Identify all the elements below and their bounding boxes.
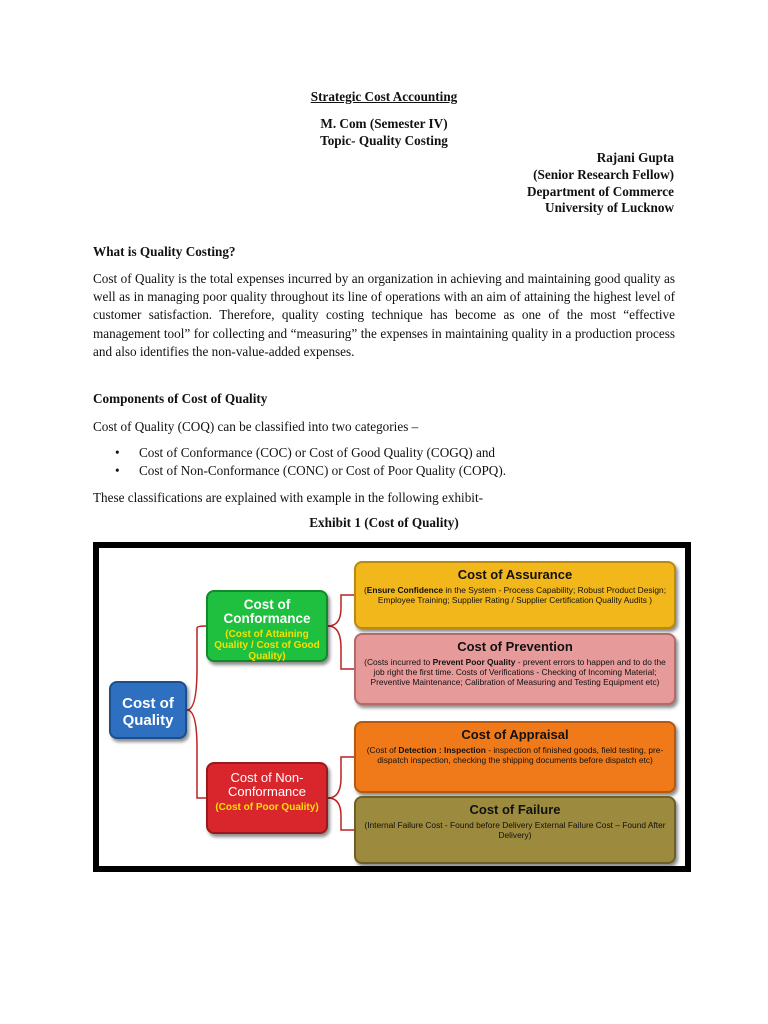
- cost-of-appraisal-label: Cost of Appraisal: [461, 727, 569, 742]
- cost-of-prevention-description: (Costs incurred to Prevent Poor Quality - prevent errors to happen and to do the job right the first time. Costs of Verifications - Checking of Incoming Material; Preventive Maintenance; Calibration of Measuring and Testing Equipment etc): [364, 657, 666, 687]
- cost-of-appraisal-node: [354, 721, 676, 793]
- cost-of-prevention-node: [354, 633, 676, 705]
- author-department: Department of Commerce: [527, 184, 674, 199]
- section-heading-components: Components of Cost of Quality: [93, 391, 268, 406]
- author-position: (Senior Research Fellow): [533, 167, 674, 182]
- bullet-item: [115, 463, 506, 479]
- cost-of-failure-description: (Internal Failure Cost - Found before Delivery External Failure Cost – Found After Delivery): [364, 820, 666, 840]
- cost-of-failure-node: [354, 796, 676, 864]
- document-title: Strategic Cost Accounting: [310, 89, 458, 104]
- bullet-text: Cost of Non-Conformance (CONC) or Cost of Poor Quality (COPQ).: [139, 463, 507, 478]
- quality-costing-paragraph: Cost of Quality is the total expenses incurred by an organization in achieving and maintaining good quality as well as in managing poor quality throughout its line of operations with an aim of attaining the highest level of customer satisfaction. Therefore, quality costing technique has become as one of the most “effective management tool” for collecting and “measuring” the expenses in maintaining quality in a production process and also identifies the non-value-added expenses.: [93, 271, 675, 359]
- bullet-text: Cost of Conformance (COC) or Cost of Good Quality (COGQ) and: [139, 445, 496, 460]
- exhibit-title: Exhibit 1 (Cost of Quality): [309, 515, 459, 530]
- exhibit-diagram: [93, 542, 691, 872]
- course-line: M. Com (Semester IV): [320, 116, 448, 131]
- cost-of-assurance-node: [354, 561, 676, 629]
- author-university: University of Lucknow: [545, 200, 674, 215]
- cost-of-prevention-label: Cost of Prevention: [457, 639, 573, 654]
- bullet-item: [115, 445, 495, 461]
- cost-of-quality-label: Cost of Quality: [122, 695, 174, 729]
- cost-of-conformance-subtitle: (Cost of Attaining Quality / Cost of Good Quality): [214, 629, 320, 662]
- cost-of-failure-label: Cost of Failure: [469, 802, 561, 817]
- cost-of-nonconformance-subtitle: (Cost of Poor Quality): [215, 802, 319, 813]
- cost-of-nonconformance-node: [206, 762, 328, 834]
- section-heading-quality-costing: What is Quality Costing?: [93, 244, 236, 259]
- exhibit-intro: These classifications are explained with example in the following exhibit-: [93, 490, 484, 505]
- cost-of-assurance-description: (Ensure Confidence in the System - Process Capability; Robust Product Design; Employee Training; Supplier Rating / Supplier Certification Quality Audits ): [363, 585, 667, 605]
- cost-of-nonconformance-label: Cost of Non-Conformance: [227, 770, 307, 799]
- cost-of-conformance-node: [206, 590, 328, 662]
- exhibit-canvas: [99, 548, 685, 866]
- cost-of-quality-node: [109, 681, 187, 739]
- bullet-icon: •: [115, 463, 120, 478]
- components-intro: Cost of Quality (COQ) can be classified into two categories –: [93, 419, 419, 434]
- cost-of-appraisal-description: (Cost of Detection : Inspection - inspection of finished goods, field testing, pre-dispatch inspection, checking the shipping documents before dispatch etc): [366, 745, 664, 765]
- cost-of-assurance-label: Cost of Assurance: [457, 567, 573, 582]
- bullet-icon: •: [115, 445, 120, 460]
- cost-of-conformance-label: Cost of Conformance: [223, 597, 311, 626]
- topic-line: Topic- Quality Costing: [320, 133, 448, 148]
- author-name: Rajani Gupta: [596, 150, 674, 165]
